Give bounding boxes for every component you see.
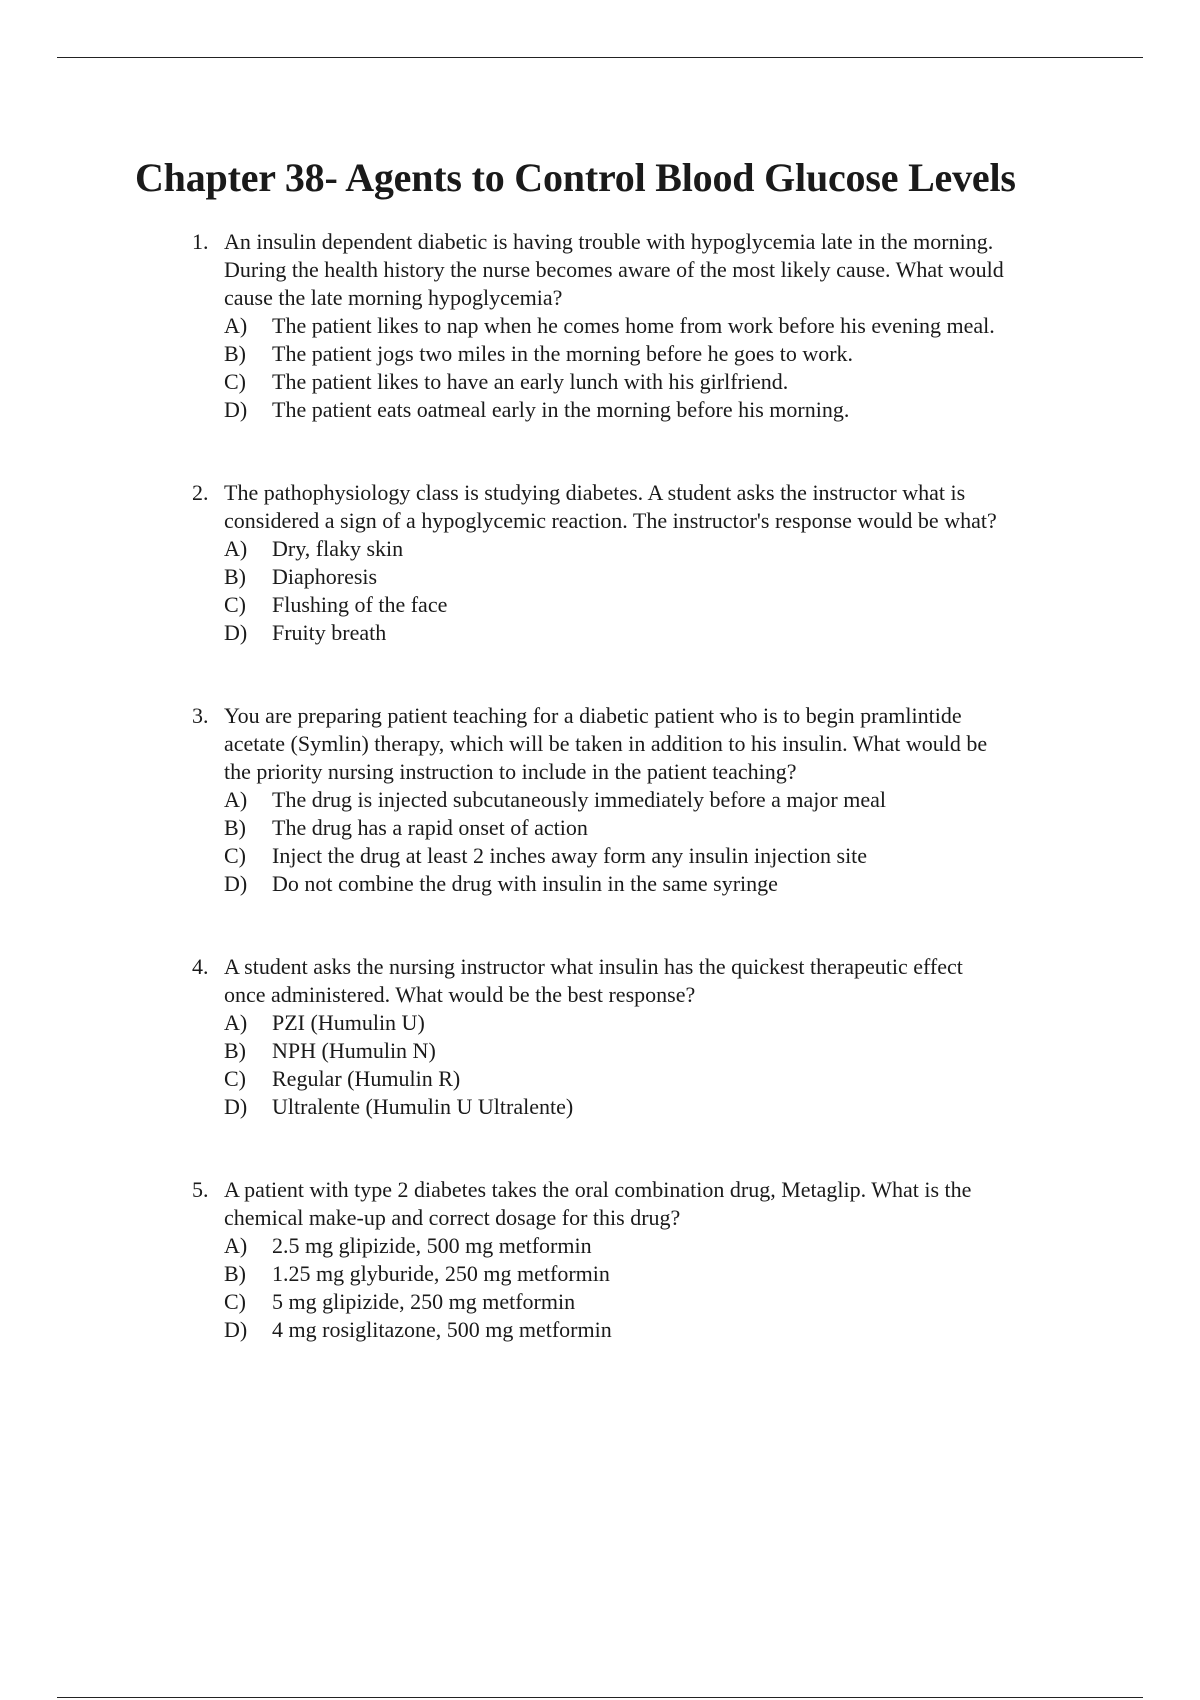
question-text: A student asks the nursing instructor what insulin has the quickest therapeutic effect once administered. What would be the best response? — [224, 954, 963, 1007]
top-rule — [57, 57, 1143, 58]
answer-option — [224, 1037, 1092, 1065]
option-letter: C) — [224, 369, 246, 394]
option-letter: D) — [224, 1317, 248, 1342]
question-text: You are preparing patient teaching for a diabetic patient who is to begin pramlintide acetate (Symlin) therapy, which will be taken in addition to his insulin. What would be the priority nursing instruction to include in the patient teaching? — [224, 703, 988, 784]
option-letter: C) — [224, 592, 246, 617]
question-text: An insulin dependent diabetic is having trouble with hypoglycemia late in the morning. During the health history the nurse becomes aware of the most likely cause. What would cause the late morning hypoglycemia? — [224, 229, 1004, 310]
answer-options — [224, 786, 1092, 898]
answer-option — [224, 1065, 1092, 1093]
question-text: The pathophysiology class is studying diabetes. A student asks the instructor what is considered a sign of a hypoglycemic reaction. The instructor's response would be what? — [224, 480, 997, 533]
question-2 — [192, 479, 1092, 647]
answer-option — [224, 563, 1092, 591]
answer-option — [224, 396, 1092, 424]
option-letter: D) — [224, 871, 248, 896]
answer-options — [224, 1009, 1092, 1121]
option-letter: B) — [224, 341, 246, 366]
answer-options — [224, 535, 1092, 647]
answer-option — [224, 1288, 1092, 1316]
option-text: Diaphoresis — [272, 564, 378, 589]
answer-option — [224, 1260, 1092, 1288]
option-letter: C) — [224, 1289, 246, 1314]
option-letter: D) — [224, 397, 248, 422]
answer-option — [224, 1093, 1092, 1121]
option-letter: A) — [224, 1233, 248, 1258]
option-text: The drug has a rapid onset of action — [272, 815, 588, 840]
option-letter: D) — [224, 620, 248, 645]
question-number: 1. — [192, 229, 209, 254]
option-text: The patient eats oatmeal early in the morning before his morning. — [272, 397, 850, 422]
question-3 — [192, 702, 1092, 898]
option-letter: C) — [224, 843, 246, 868]
answer-option — [224, 368, 1092, 396]
option-text: The patient jogs two miles in the morning before he goes to work. — [272, 341, 854, 366]
option-text: Flushing of the face — [272, 592, 448, 617]
option-text: 5 mg glipizide, 250 mg metformin — [272, 1289, 576, 1314]
option-text: Dry, flaky skin — [272, 536, 404, 561]
answer-option — [224, 786, 1092, 814]
question-1 — [192, 228, 1092, 424]
option-letter: A) — [224, 313, 248, 338]
option-letter: C) — [224, 1066, 246, 1091]
option-text: The patient likes to have an early lunch with his girlfriend. — [272, 369, 789, 394]
option-letter: B) — [224, 564, 246, 589]
answer-option — [224, 340, 1092, 368]
answer-option — [224, 870, 1092, 898]
answer-option — [224, 535, 1092, 563]
answer-option — [224, 1232, 1092, 1260]
answer-option — [224, 814, 1092, 842]
option-text: Do not combine the drug with insulin in the same syringe — [272, 871, 778, 896]
answer-option — [224, 312, 1092, 340]
option-text: Ultralente (Humulin U Ultralente) — [272, 1094, 574, 1119]
option-text: 1.25 mg glyburide, 250 mg metformin — [272, 1261, 610, 1286]
question-4 — [192, 953, 1092, 1121]
option-text: 2.5 mg glipizide, 500 mg metformin — [272, 1233, 592, 1258]
option-text: Regular (Humulin R) — [272, 1066, 461, 1091]
answer-option — [224, 842, 1092, 870]
question-number: 4. — [192, 954, 209, 979]
answer-option — [224, 1316, 1092, 1344]
option-letter: B) — [224, 1038, 246, 1063]
option-letter: A) — [224, 1010, 248, 1035]
option-text: NPH (Humulin N) — [272, 1038, 436, 1063]
option-text: Inject the drug at least 2 inches away form any insulin injection site — [272, 843, 868, 868]
question-number: 2. — [192, 480, 209, 505]
question-number: 5. — [192, 1177, 209, 1202]
option-text: PZI (Humulin U) — [272, 1010, 425, 1035]
answer-option — [224, 591, 1092, 619]
question-text: A patient with type 2 diabetes takes the oral combination drug, Metaglip. What is the chemical make-up and correct dosage for this drug? — [224, 1177, 972, 1230]
option-text: The drug is injected subcutaneously immediately before a major meal — [272, 787, 886, 812]
answer-options — [224, 312, 1092, 424]
question-number: 3. — [192, 703, 209, 728]
option-letter: A) — [224, 536, 248, 561]
question-5 — [192, 1176, 1092, 1344]
option-text: Fruity breath — [272, 620, 387, 645]
bottom-rule — [57, 1697, 1143, 1698]
page-title: Chapter 38- Agents to Control Blood Glucose Levels — [135, 155, 1016, 200]
option-letter: D) — [224, 1094, 248, 1119]
answer-option — [224, 1009, 1092, 1037]
option-letter: B) — [224, 1261, 246, 1286]
option-text: 4 mg rosiglitazone, 500 mg metformin — [272, 1317, 612, 1342]
option-text: The patient likes to nap when he comes home from work before his evening meal. — [272, 313, 995, 338]
option-letter: A) — [224, 787, 248, 812]
option-letter: B) — [224, 815, 246, 840]
answer-options — [224, 1232, 1092, 1344]
answer-option — [224, 619, 1092, 647]
